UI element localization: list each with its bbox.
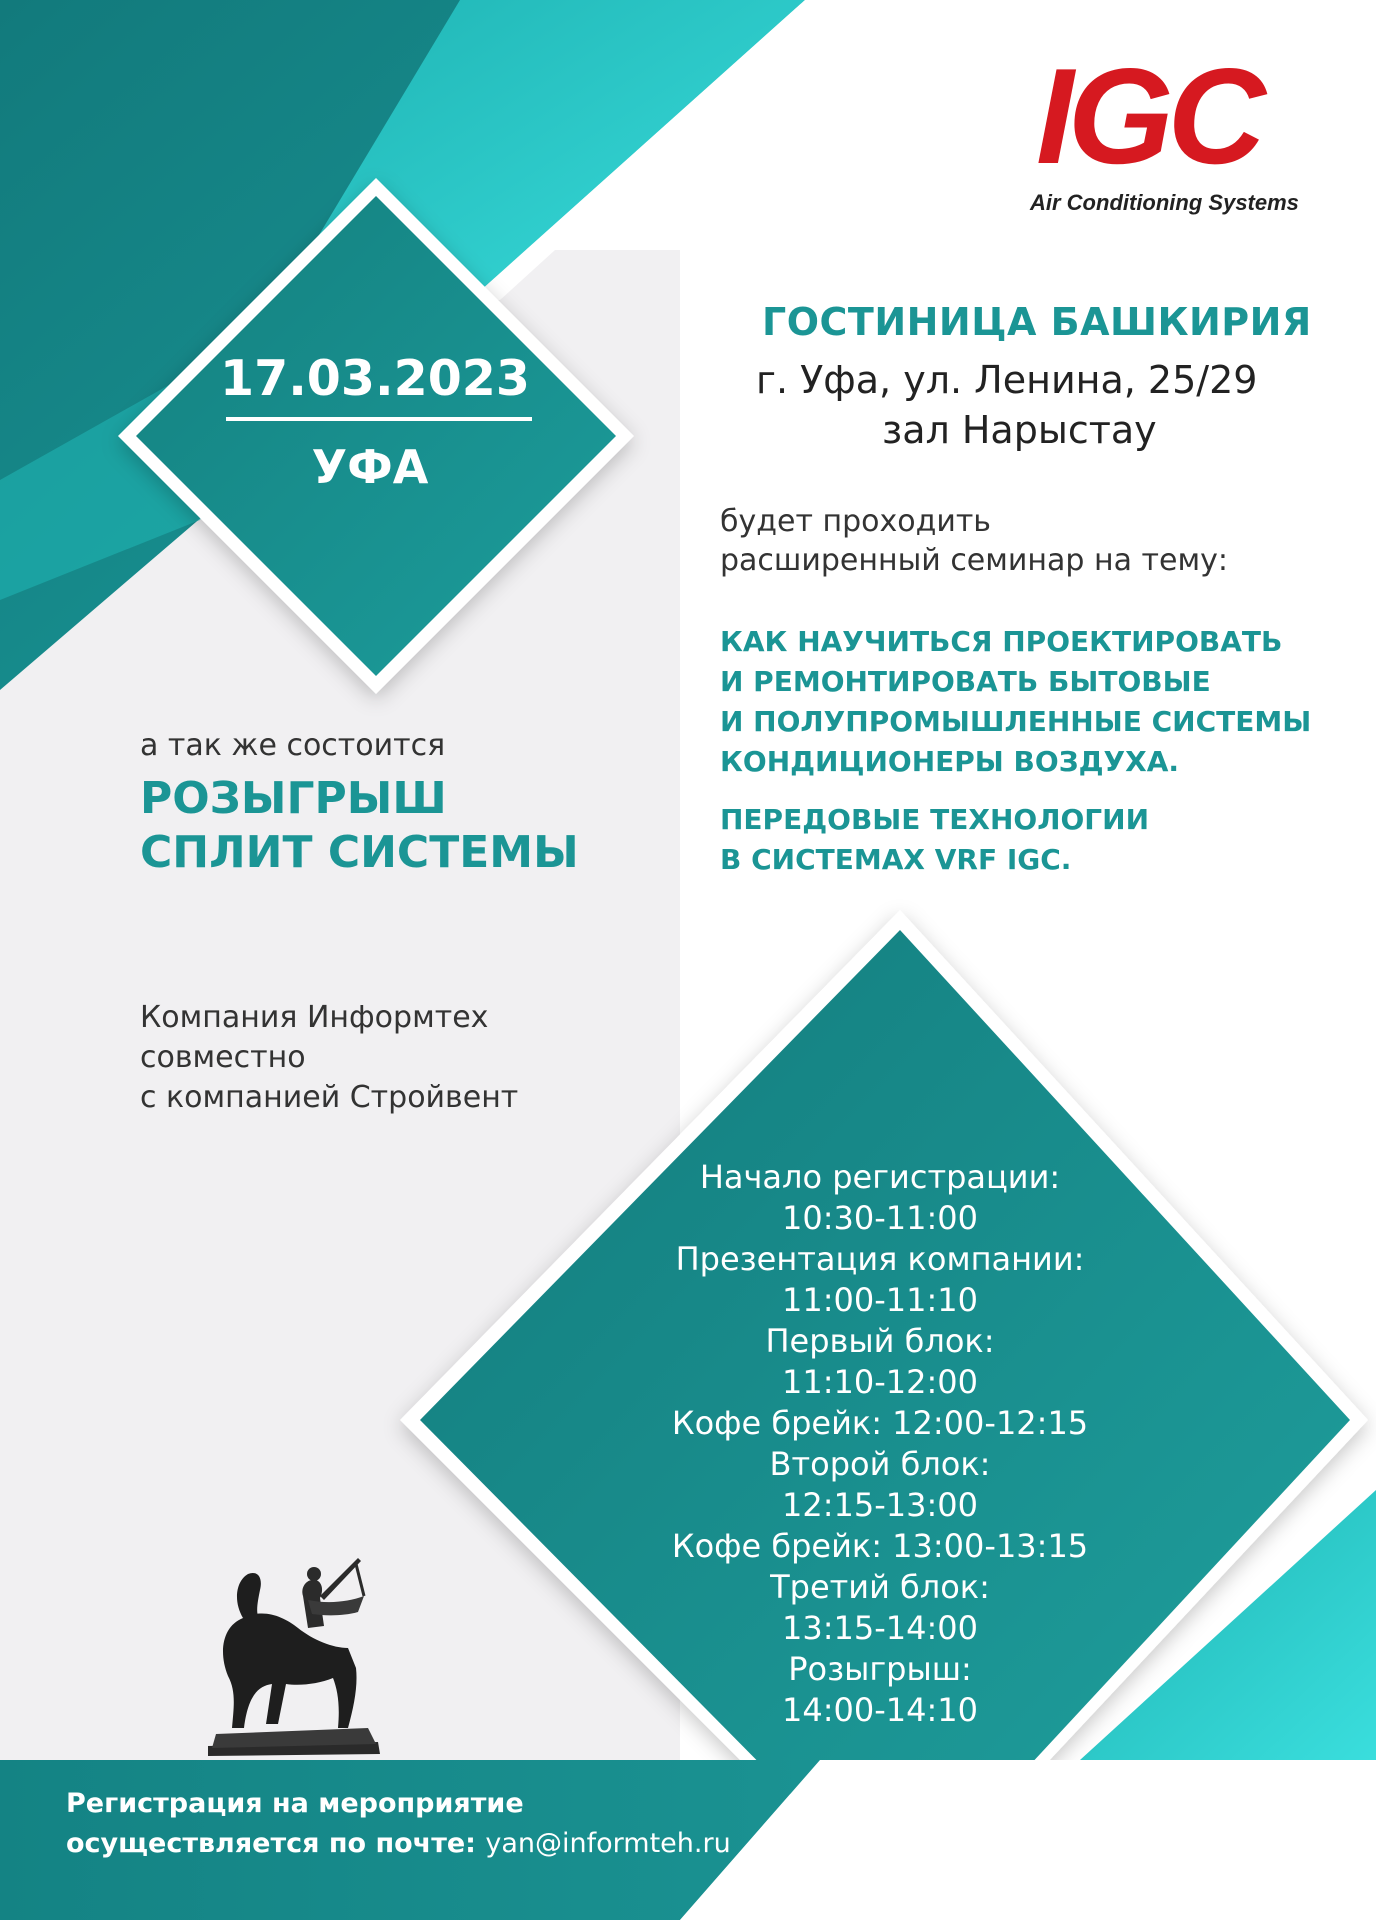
schedule-time: 14:00-14:10: [782, 1691, 978, 1729]
company-line-1: Компания Информтех: [140, 1000, 489, 1035]
seminar-topic: [720, 622, 1311, 782]
schedule-time: 12:15-13:00: [782, 1486, 978, 1524]
venue-hall: зал Нарыстау: [882, 408, 1157, 452]
raffle-line-1: РОЗЫГРЫШ: [140, 773, 447, 824]
schedule-item: Розыгрыш:: [788, 1650, 972, 1688]
registration-line-2: [66, 1824, 731, 1864]
schedule-item: Начало регистрации:: [699, 1158, 1061, 1196]
raffle-title: [140, 772, 579, 880]
event-date: 17.03.2023: [220, 350, 530, 407]
igc-tagline: Air Conditioning Systems: [1030, 190, 1299, 215]
topic-line: КОНДИЦИОНЕРЫ ВОЗДУХА.: [720, 745, 1180, 778]
schedule-time: 13:15-14:00: [782, 1609, 978, 1647]
company-line-3: с компанией Стройвент: [140, 1080, 519, 1115]
monument-icon: [208, 1556, 408, 1756]
raffle-intro: а так же состоится: [140, 728, 446, 763]
schedule-time: 11:10-12:00: [782, 1363, 978, 1401]
venue-address: г. Уфа, ул. Ленина, 25/29: [756, 358, 1258, 402]
seminar-intro: [720, 502, 1228, 580]
registration-prefix: осуществляется по почте:: [66, 1828, 486, 1859]
raffle-line-2: СПЛИТ СИСТЕМЫ: [140, 827, 579, 878]
venue-name: ГОСТИНИЦА БАШКИРИЯ: [762, 300, 1312, 344]
company-line-2: совместно: [140, 1040, 306, 1075]
schedule-list: [620, 1157, 1140, 1731]
seminar-topic-2: [720, 800, 1149, 880]
schedule-time: 11:00-11:10: [782, 1281, 978, 1319]
intro-line-1: будет проходить: [720, 504, 991, 539]
schedule-item: Кофе брейк: 12:00-12:15: [671, 1404, 1089, 1442]
schedule-time: 10:30-11:00: [782, 1199, 978, 1237]
registration-email-link[interactable]: yan@informteh.ru: [485, 1828, 731, 1859]
schedule-item: Презентация компании:: [675, 1240, 1085, 1278]
registration-line-1: Регистрация на мероприятие: [66, 1788, 524, 1819]
topic-line: И РЕМОНТИРОВАТЬ БЫТОВЫЕ: [720, 665, 1211, 698]
registration-info: [66, 1784, 731, 1864]
topic-line: ПЕРЕДОВЫЕ ТЕХНОЛОГИИ: [720, 803, 1149, 836]
date-underline: [226, 417, 532, 421]
igc-logo: IGC: [1036, 40, 1260, 192]
schedule-item: Кофе брейк: 13:00-13:15: [671, 1527, 1089, 1565]
schedule-item: Второй блок:: [769, 1445, 991, 1483]
topic-line: И ПОЛУПРОМЫШЛЕННЫЕ СИСТЕМЫ: [720, 705, 1312, 738]
schedule-item: Первый блок:: [765, 1322, 995, 1360]
schedule-item: Третий блок:: [770, 1568, 990, 1606]
event-city: УФА: [311, 440, 429, 494]
topic-line: КАК НАУЧИТЬСЯ ПРОЕКТИРОВАТЬ: [720, 625, 1283, 658]
topic-line: В СИСТЕМАХ VRF IGC.: [720, 843, 1072, 876]
organizer-text: [140, 998, 518, 1118]
intro-line-2: расширенный семинар на тему:: [720, 543, 1228, 578]
